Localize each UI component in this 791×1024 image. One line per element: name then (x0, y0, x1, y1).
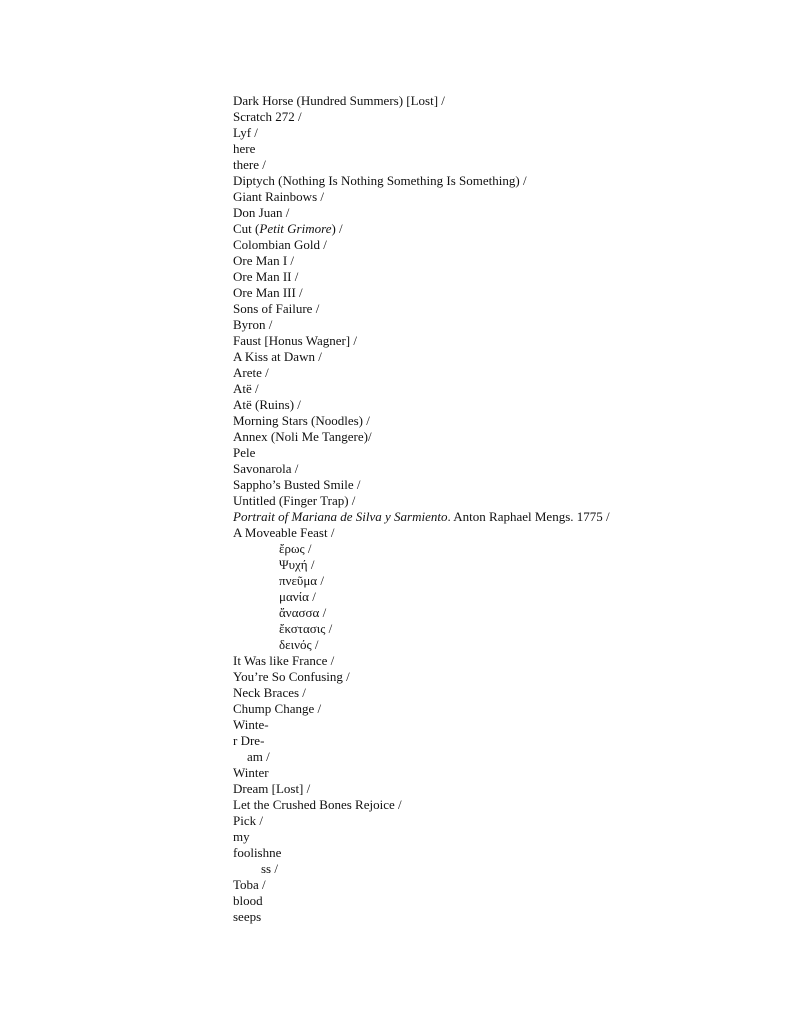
poem-line: Morning Stars (Noodles) / (233, 413, 370, 428)
poem-line: Byron / (233, 317, 273, 332)
poem-line: Pele (233, 445, 256, 460)
line-text: . Anton Raphael Mengs. 1775 / (447, 509, 610, 524)
poem-line: Diptych (Nothing Is Nothing Something Is Something) / (233, 173, 527, 188)
poem-line: Annex (Noli Me Tangere)/ (233, 429, 372, 444)
poem-line: Ore Man III / (233, 285, 303, 300)
poem-line: Ore Man II / (233, 269, 299, 284)
italic-title: Petit Grimore (259, 221, 332, 236)
poem-line: blood (233, 893, 263, 908)
greek-line: ἄνασσα / (279, 605, 327, 620)
line-text: ) / (331, 221, 343, 236)
poem-line: Colombian Gold / (233, 237, 327, 252)
poem-line: here (233, 141, 256, 156)
poem-line: It Was like France / (233, 653, 335, 668)
poem-line: Untitled (Finger Trap) / (233, 493, 356, 508)
poem-line: Savonarola / (233, 461, 299, 476)
poem-body (233, 93, 753, 925)
poem-line: there / (233, 157, 266, 172)
greek-line: Ψυχή / (279, 557, 315, 572)
poem-line: A Moveable Feast / (233, 525, 335, 540)
poem-line (233, 509, 753, 525)
poem-line: am / (247, 749, 270, 764)
greek-line: μανία / (279, 589, 316, 604)
poem-line: Toba / (233, 877, 266, 892)
poem-line: seeps (233, 909, 262, 924)
poem-line: Ore Man I / (233, 253, 295, 268)
poem-line (233, 221, 753, 237)
poem-line: r Dre- (233, 733, 265, 748)
poem-line: Neck Braces / (233, 685, 306, 700)
poem-line: Dark Horse (Hundred Summers) [Lost] / (233, 93, 445, 108)
poem-line: You’re So Confusing / (233, 669, 350, 684)
italic-title: Portrait of Mariana de Silva y Sarmiento (233, 509, 448, 524)
poem-line: Faust [Honus Wagner] / (233, 333, 358, 348)
poem-line: Let the Crushed Bones Rejoice / (233, 797, 402, 812)
poem-line: Don Juan / (233, 205, 290, 220)
poem-line: foolishne (233, 845, 282, 860)
poem-line: Winter (233, 765, 269, 780)
poem-line: Scratch 272 / (233, 109, 302, 124)
greek-line: ἔρως / (279, 541, 312, 556)
poem-line: Sappho’s Busted Smile / (233, 477, 361, 492)
poem-line: Arete / (233, 365, 269, 380)
poem-line: Lyf / (233, 125, 258, 140)
poem-line: Winte- (233, 717, 269, 732)
poem-line: Pick / (233, 813, 263, 828)
poem-line: Atë / (233, 381, 259, 396)
poem-line: Chump Change / (233, 701, 322, 716)
poem-line: Sons of Failure / (233, 301, 320, 316)
poem-line: Giant Rainbows / (233, 189, 324, 204)
poem-line: Atë (Ruins) / (233, 397, 301, 412)
line-text: Cut ( (233, 221, 260, 236)
poem-line: ss / (261, 861, 278, 876)
greek-line: πνεῦμα / (279, 573, 324, 588)
poem-line: A Kiss at Dawn / (233, 349, 322, 364)
poem-line: Dream [Lost] / (233, 781, 311, 796)
greek-line: δεινός / (279, 637, 319, 652)
greek-line: ἔκστασις / (279, 621, 333, 636)
poem-line: my (233, 829, 250, 844)
